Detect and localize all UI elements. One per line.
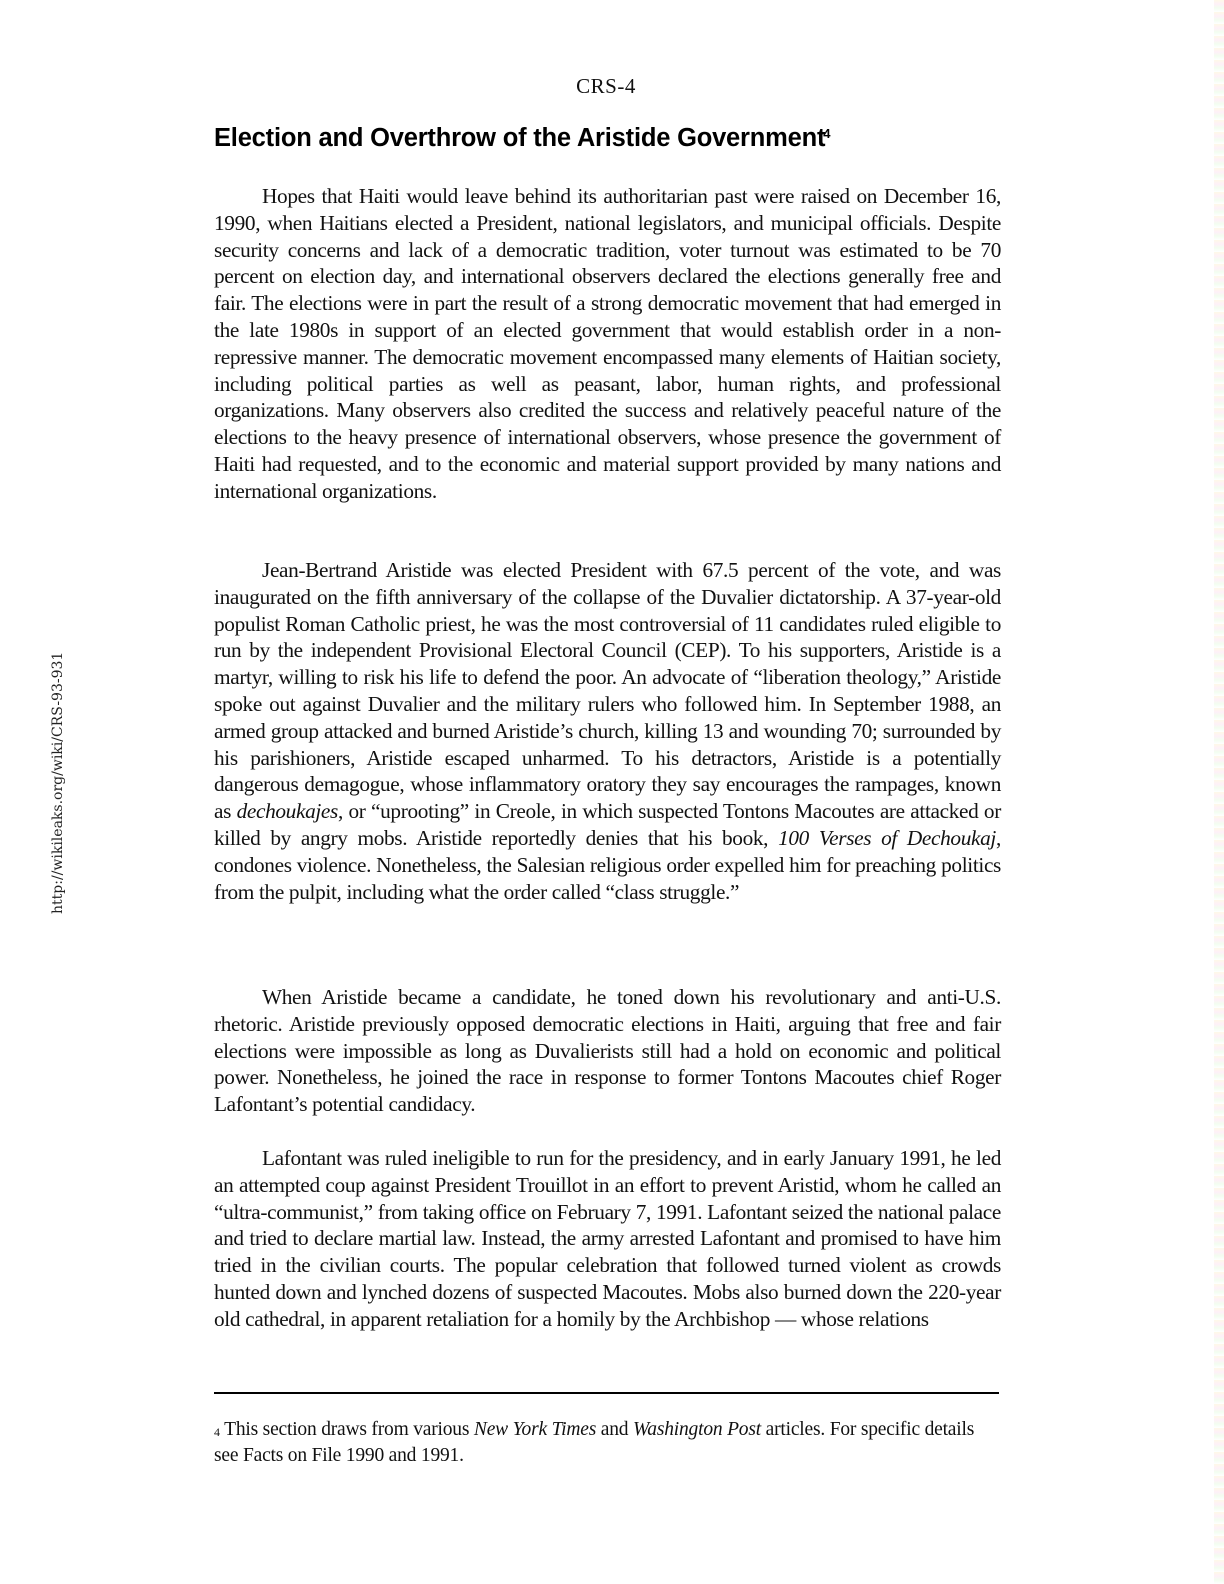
paragraph-2 <box>214 557 1001 905</box>
scan-edge-artifact <box>1214 0 1224 1584</box>
paragraph-text: When Aristide became a candidate, he toned down his revolutionary and anti-U.S. rhetoric. Aristide previously opposed democratic elections in Haiti, arguing that free and fair elections were impossible as long as Duvalierists still had a hold on economic and political power. Nonetheless, he joined the race in response to former Tontons Macoutes chief Roger Lafontant’s potential candidacy. <box>214 985 1001 1117</box>
paragraph-1 <box>214 183 1001 505</box>
footnote-reference[interactable]: 4 <box>823 126 831 141</box>
paragraph-text: Hopes that Haiti would leave behind its authoritarian past were raised on December 16, 1990, when Haitians elected a President, national legislators, and municipal officials. Despite security concerns and lack of a democratic tradition, voter turnout was estimated to be 70 percent on election day, and international observers declared the elections generally free and fair. The elections were in part the result of a strong democratic movement that had emerged in the late 1980s in support of an elected government that would establish order in a non-repressive manner. The democratic movement encompassed many elements of Haitian society, including political parties as well as peasant, labor, human rights, and professional organizations. Many observers also credited the success and relatively peaceful nature of the elections to the heavy presence of international observers, whose presence the government of Haiti had requested, and to the economic and material support provided by many nations and international organizations. <box>214 184 1001 503</box>
side-url-watermark: http://wikileaks.org/wiki/CRS-93-931 <box>50 651 66 914</box>
section-heading <box>214 124 830 153</box>
footnote-text-part: articles. For specific details see Facts on File 1990 and 1991. <box>214 1419 975 1466</box>
paragraph-text-part: , or “uprooting” in Creole, in which suspected Tontons Macoutes are attacked or killed by angry mobs. Aristide reportedly denies that his book, <box>214 799 1001 850</box>
paragraph-text-part: Jean-Bertrand Aristide was elected President with 67.5 percent of the vote, and was inaugurated on the fifth anniversary of the collapse of the Duvalier dictatorship. A 37-year-old populist Roman Catholic priest, he was the most controversial of 11 candidates ruled eligible to run by the independent Provisional Electoral Council (CEP). To his supporters, Aristide is a martyr, willing to risk his life to defend the poor. An advocate of “liberation theology,” Aristide spoke out against Duvalier and the military rulers who followed him. In September 1988, an armed group attacked and burned Aristide’s church, killing 13 and wounding 70; surrounded by his parishioners, Aristide escaped unharmed. To his detractors, Aristide is a potentially dangerous demagogue, whose inflammatory oratory they say encourages the rampages, known as <box>214 558 1001 824</box>
page-number: CRS-4 <box>576 74 636 98</box>
paragraph-text <box>214 557 1001 905</box>
footnote-text-part: This section draws from various <box>224 1419 470 1440</box>
footnote-number: 4 <box>214 1425 220 1439</box>
paragraph-3 <box>214 984 1001 1118</box>
footnote-source-nyt: New York Times <box>473 1419 597 1440</box>
footnote-text-part: and <box>600 1419 629 1440</box>
paragraph-4 <box>214 1145 1001 1333</box>
italic-term-dechoukajes: dechoukajes <box>236 799 338 824</box>
paragraph-text: Lafontant was ruled ineligible to run for the presidency, and in early January 1991, he led an attempted coup against President Trouillot in an effort to prevent Aristid, whom he called an “ultra-communist,” from taking office on February 7, 1991. Lafontant seized the national palace and tried to declare martial law. Instead, the army arrested Lafontant and promised to have him tried in the civilian courts. The popular celebration that followed turned violent as crowds hunted down and lynched dozens of suspected Macoutes. Mobs also burned down the 220-year old cathedral, in apparent retaliation for a homily by the Archbishop — whose relations <box>214 1146 1001 1331</box>
footnote-divider <box>214 1392 999 1394</box>
footnote <box>214 1417 1001 1469</box>
section-title: Election and Overthrow of the Aristide Government <box>214 124 826 152</box>
paragraph-text-part: , condones violence. Nonetheless, the Salesian religious order expelled him for preaching politics from the pulpit, including what the order called “class struggle.” <box>214 825 1001 904</box>
italic-book-title: 100 Verses of Dechoukaj <box>778 825 996 850</box>
footnote-source-wapo: Washington Post <box>633 1419 761 1440</box>
